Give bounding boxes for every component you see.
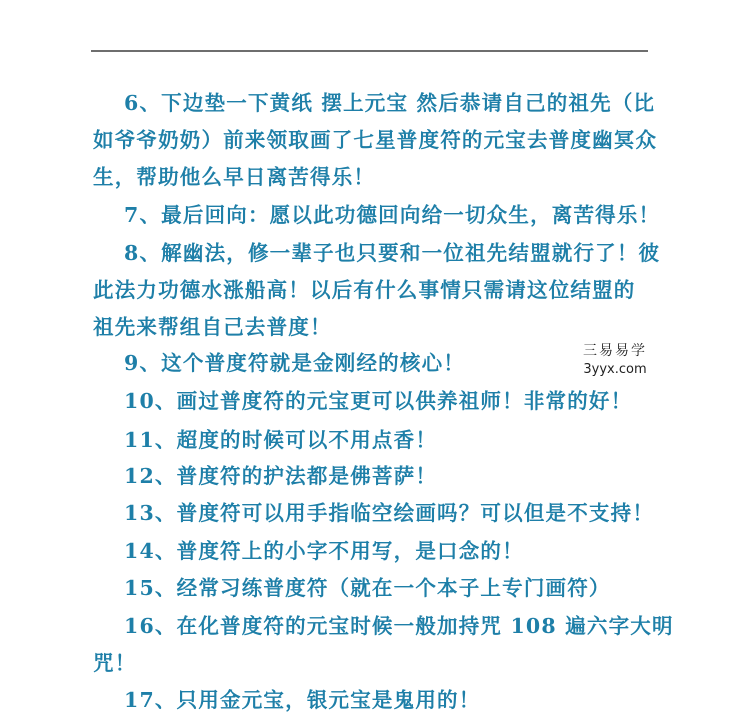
watermark: [575, 340, 655, 377]
text-line-5: 8、解幽法，修一辈子也只要和一位祖先结盟就行了！彼: [124, 241, 661, 265]
text-line-8: 9、这个普度符就是金刚经的核心！: [124, 351, 465, 375]
text-line-6: 此法力功德水涨船高！以后有什么事情只需请这位结盟的: [93, 278, 636, 302]
text-line-4: 7、最后回向：愿以此功德回向给一切众生，离苦得乐！: [124, 203, 661, 227]
text-line-12: 13、普度符可以用手指临空绘画吗？可以但是不支持！: [124, 501, 655, 525]
text-line-1: 6、下边垫一下黄纸 摆上元宝 然后恭请自己的祖先（比: [124, 91, 656, 115]
text-line-2: 如爷爷奶奶）前来领取画了七星普度符的元宝去普度幽冥众: [93, 128, 658, 152]
watermark-site-name: 三易易学: [583, 343, 647, 359]
text-line-3: 生，帮助他么早日离苦得乐！: [93, 165, 376, 189]
text-line-13: 14、普度符上的小字不用写，是口念的！: [124, 539, 524, 563]
watermark-url: 3yyx.com: [583, 362, 647, 377]
text-line-15: 16、在化普度符的元宝时候一般加持咒 108 遍六字大明: [124, 614, 674, 638]
text-line-14: 15、经常习练普度符（就在一个本子上专门画符）: [124, 576, 611, 600]
text-line-7: 祖先来帮组自己去普度！: [93, 315, 332, 339]
text-line-11: 12、普度符的护法都是佛菩萨！: [124, 464, 438, 488]
text-line-17: 17、只用金元宝，银元宝是鬼用的！: [124, 688, 481, 712]
text-line-10: 11、超度的时候可以不用点香！: [124, 428, 438, 452]
text-line-9: 10、画过普度符的元宝更可以供养祖师！非常的好！: [124, 389, 633, 413]
text-line-16: 咒！: [93, 651, 137, 675]
